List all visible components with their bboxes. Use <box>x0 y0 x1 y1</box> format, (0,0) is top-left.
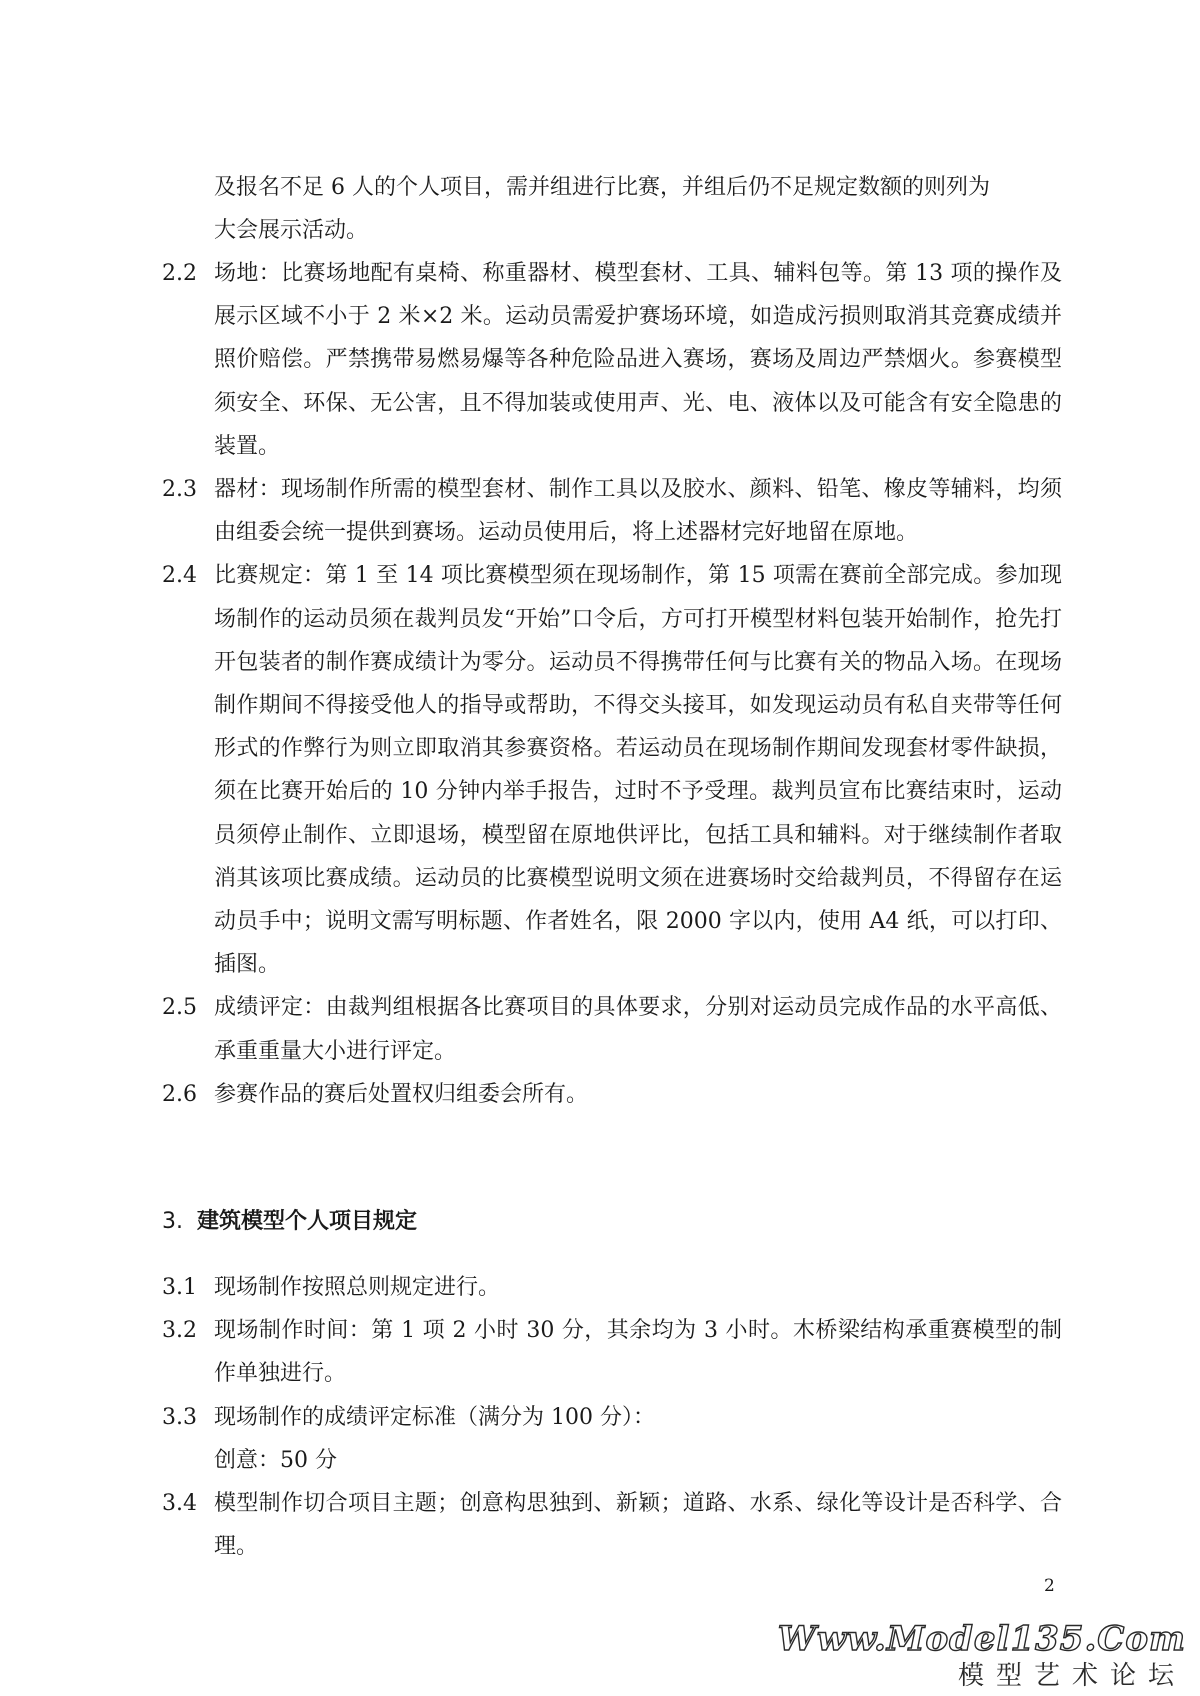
list-item-3-3 <box>162 1396 1062 1439</box>
page-number: 2 <box>1044 1576 1055 1596</box>
item-text: 现场制作按照总则规定进行。 <box>214 1275 501 1300</box>
section-3-heading <box>162 1205 417 1239</box>
item-number: 2.6 <box>162 1081 197 1107</box>
item-text: 现场制作的成绩评定标准（满分为 100 分）： <box>214 1404 655 1430</box>
section-3-list <box>162 1266 1062 1568</box>
section-title: 建筑模型个人项目规定 <box>197 1209 418 1234</box>
item-number: 2.4 <box>162 563 197 589</box>
list-item-3-4 <box>162 1482 1062 1568</box>
item-text: 现场制作时间：第 1 项 2 小时 30 分，其余均为 3 小时。木桥梁结构承重赛模型的制作单独进行。 <box>214 1318 1062 1387</box>
watermark-url: Www.Model135.Com <box>777 1619 1186 1659</box>
creativity-score: 创意：50 分 <box>214 1447 337 1473</box>
watermark-subtitle: 模型艺术论坛 <box>957 1661 1186 1691</box>
item-text: 比赛规定：第 1 至 14 项比赛模型须在现场制作，第 15 项需在赛前全部完成。参加现场制作的运动员须在裁判员发“开始”口令后，方可打开模型材料包装开始制作，抢先打开包装者的制作赛成绩计为零分。运动员不得携带任何与比赛有关的物品入场。在现场制作期间不得接受他人的指导或帮助，不得交头接耳，如发现运动员有私自夹带等任何形式的作弊行为则立即取消其参赛资格。若运动员在现场制作期间发现套材零件缺损，须在比赛开始后的 10 分钟内举手报告，过时不予受理。裁判员宣布比赛结束时，运动员须停止制作、立即退场，模型留在原地供评比，包括工具和辅料。对于继续制作者取消其该项比赛成绩。运动员的比赛模型说明文须在进赛场时交给裁判员，不得留存在运动员手中；说明文需写明标题、作者姓名，限 2000 字以内，使用 A4 纸，可以打印、插图。 <box>214 563 1062 978</box>
item-number: 2.3 <box>162 477 197 503</box>
list-item-2-5 <box>162 986 1062 1072</box>
item-text: 场地：比赛场地配有桌椅、称重器材、模型套材、工具、辅料包等。第 13 项的操作及展示区域不小于 2 米×2 米。运动员需爱护赛场环境，如造成污损则取消其竞赛成绩并照价赔偿。严禁携带易燃易爆等各种危险品进入赛场，赛场及周边严禁烟火。参赛模型须安全、环保、无公害，且不得加装或使用声、光、电、液体以及可能含有安全隐患的装置。 <box>214 261 1062 459</box>
item-number: 2.2 <box>162 261 197 286</box>
intro-line-1: 及报名不足 6 人的个人项目，需并组进行比赛，并组后仍不足规定数额的则列为 <box>214 175 990 200</box>
item-number: 3.1 <box>162 1275 197 1300</box>
site-watermark <box>778 1620 1186 1692</box>
section-2-list <box>162 252 1062 1116</box>
item-number: 2.5 <box>162 995 197 1021</box>
list-item-2-2 <box>162 252 1062 468</box>
item-text: 成绩评定：由裁判组根据各比赛项目的具体要求，分别对运动员完成作品的水平高低、承重重量大小进行评定。 <box>214 995 1062 1064</box>
list-item-3-2 <box>162 1309 1062 1395</box>
item-number: 3.3 <box>162 1404 197 1430</box>
item-text: 参赛作品的赛后处置权归组委会所有。 <box>214 1081 589 1107</box>
section-number: 3. <box>162 1209 183 1234</box>
intro-paragraph <box>162 166 1062 252</box>
item-text: 模型制作切合项目主题；创意构思独到、新颖；道路、水系、绿化等设计是否科学、合理。 <box>214 1491 1062 1560</box>
intro-line-2: 大会展示活动。 <box>214 218 369 244</box>
item-number: 3.4 <box>162 1491 197 1517</box>
item-text: 器材：现场制作所需的模型套材、制作工具以及胶水、颜料、铅笔、橡皮等辅料，均须由组委会统一提供到赛场。运动员使用后，将上述器材完好地留在原地。 <box>214 477 1062 546</box>
list-item-2-3 <box>162 468 1062 554</box>
list-item-2-6 <box>162 1073 1062 1116</box>
list-item-3-1 <box>162 1266 1062 1309</box>
list-item-2-4 <box>162 554 1062 986</box>
item-number: 3.2 <box>162 1318 197 1344</box>
